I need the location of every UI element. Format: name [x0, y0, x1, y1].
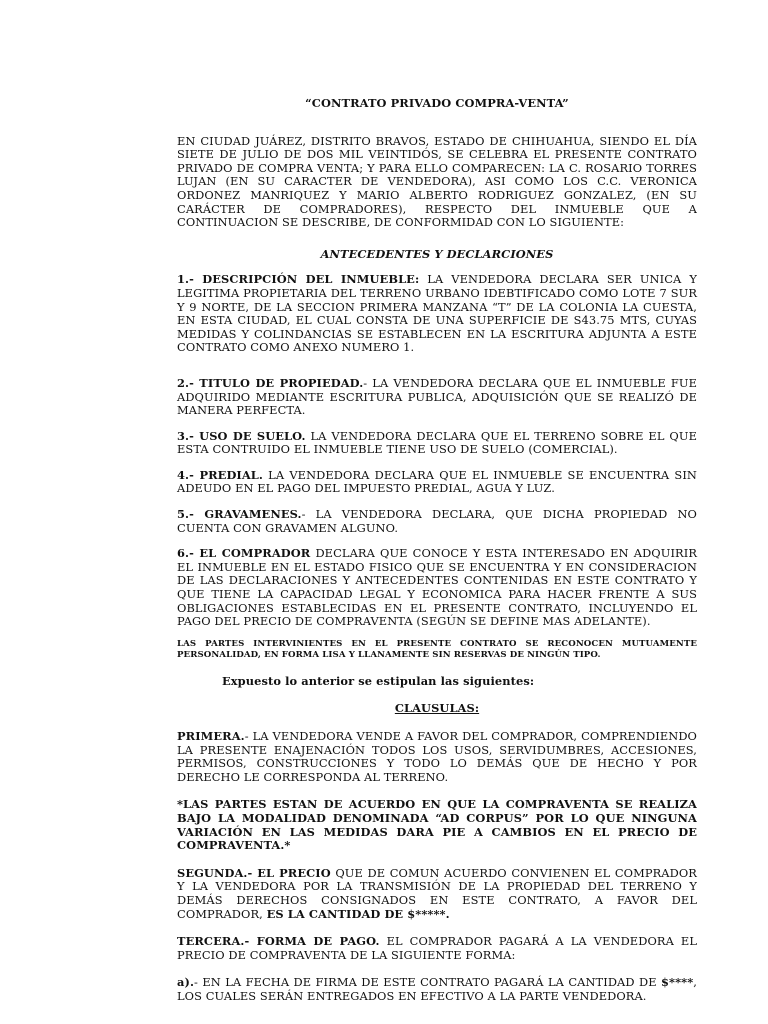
tercera-text: EL COMPRADOR PAGARÁ A LA VENDEDORA EL PRECIO DE COMPRAVENTA DE LA SIGUIENTE FORMA: [177, 934, 697, 962]
clause-segunda [177, 867, 697, 921]
item-6-label: 6.- EL COMPRADOR [177, 546, 311, 561]
primera-text: - LA VENDEDORA VENDE A FAVOR DEL COMPRADOR, COMPRENDIENDO LA PRESENTE ENAJENACIÓN TODOS LOS USOS, SERVIDUMBRES, ACCESIONES, PERMISOS, CONSTRUCCIONES Y TODO LO DEMÁS QUE DE HECHO Y POR DERECHO LE CORRESPONDA AL TERRENO. [177, 729, 697, 784]
a-text-2: , LOS CUALES SERÁN ENTREGADOS EN EFECTIVO A LA PARTE VENDEDORA. [177, 975, 697, 1003]
document-body [177, 97, 697, 1004]
a-text: - EN LA FECHA DE FIRMA DE ESTE CONTRATO PAGARÁ LA CANTIDAD DE [194, 975, 661, 990]
primera-label: PRIMERA. [177, 729, 245, 743]
item-2 [177, 377, 697, 418]
item-4-label: 4.- PREDIAL. [177, 467, 263, 482]
clausulas-title: CLAUSULAS: [394, 701, 480, 716]
segunda-label: SEGUNDA.- EL PRECIO [177, 865, 331, 880]
section-title: ANTECEDENTES Y DECLARCIONES [320, 246, 554, 261]
clause-a [177, 976, 697, 1003]
item-2-text: - LA VENDEDORA DECLARA QUE EL INMUEBLE FUE ADQUIRIDO MEDIANTE ESCRITURA PUBLICA, ADQUISICIÓN QUE SE REALIZÓ DE MANERA PERFECTA. [177, 375, 697, 418]
item-3 [177, 430, 697, 457]
item-2-label: 2.- TITULO DE PROPIEDAD. [177, 375, 364, 390]
item-5-text: - LA VENDEDORA DECLARA, QUE DICHA PROPIEDAD NO CUENTA CON GRAVAMEN ALGUNO. [177, 507, 697, 535]
tercera-label: TERCERA.- FORMA DE PAGO. [177, 934, 380, 949]
a-label: a). [177, 975, 195, 990]
clause-tercera [177, 935, 697, 962]
parties-note: LAS PARTES INTERVINIENTES EN EL PRESENTE CONTRATO SE RECONOCEN MUTUAMENTE PERSONALIDAD, EN FORMA LISA Y LLANAMENTE SIN RESERVAS DE NINGÚN TIPO. [177, 638, 697, 660]
item-5-label: 5.- GRAVAMENES. [177, 507, 302, 522]
item-1-label: 1.- DESCRIPCIÓN DEL INMUEBLE: [177, 272, 420, 287]
item-4-text: LA VENDEDORA DECLARA QUE EL INMUEBLE SE ENCUENTRA SIN ADEUDO EN EL PAGO DEL IMPUESTO PREDIAL, AGUA Y LUZ. [177, 467, 697, 496]
item-1 [177, 273, 697, 355]
item-4 [177, 469, 697, 496]
item-1-text: LA VENDEDORA DECLARA SER UNICA Y LEGITIMA PROPIETARIA DEL TERRENO URBANO IDEBTIFICADO COMO LOTE 7 SUR Y 9 NORTE, DE LA SECCION PRIMERA MANZANA “T” DE LA COLONIA LA CUESTA, EN ESTA CIUDAD, EL CUAL CONSTA DE UNA SUPERFICIE DE S43.75 MTS, CUYAS MEDIDAS Y COLINDANCIAS SE ESTABLECEN EN LA ESCRITURA ADJUNTA A ESTE CONTRATO COMO ANEXO NUMERO 1. [177, 272, 697, 355]
document-title: “CONTRATO PRIVADO COMPRA-VENTA” [305, 96, 569, 110]
item-3-text: LA VENDEDORA DECLARA QUE EL TERRENO SOBRE EL QUE ESTA CONTRUIDO EL INMUEBLE TIENE USO DE SUELO (COMERCIAL). [177, 428, 697, 457]
ad-corpus-notice: *LAS PARTES ESTAN DE ACUERDO EN QUE LA COMPRAVENTA SE REALIZA BAJO LA MODALIDAD DENOMINADA “AD CORPUS” POR LO QUE NINGUNA VARIACIÓN EN LAS MEDIDAS DARA PIE A CAMBIOS EN EL PRECIO DE COMPRAVENTA.* [177, 797, 697, 853]
expuesto-line: Expuesto lo anterior se estipulan las siguientes: [222, 673, 535, 688]
segunda-text: QUE DE COMUN ACUERDO CONVIENEN EL COMPRADOR Y LA VENDEDORA POR LA TRANSMISIÓN DE LA PROPIEDAD DEL TERRENO Y DEMÁS DERECHOS CONSIGNADOS EN ESTE CONTRATO, A FAVOR DEL COMPRADOR, [177, 865, 697, 921]
segunda-amount: ES LA CANTIDAD DE $*****. [266, 906, 450, 921]
clause-primera [177, 730, 697, 784]
item-5 [177, 508, 697, 535]
item-6-text: DECLARA QUE CONOCE Y ESTA INTERESADO EN ADQUIRIR EL INMUEBLE EN EL ESTADO FISICO QUE SE ENCUENTRA Y EN CONSIDERACION DE LAS DECLARACIONES Y ANTECEDENTES CONTENIDAS EN ESTE CONTRATO Y QUE TIENE LA CAPACIDAD LEGAL Y ECONOMICA PARA HACER FRENTE A SUS OBLIGACIONES ESTABLECIDAS EN EL PRESENTE CONTRATO, INCLUYENDO EL PAGO DEL PRECIO DE COMPRAVENTA (SEGÚN SE DEFINE MAS ADELANTE). [177, 546, 697, 629]
item-3-label: 3.- USO DE SUELO. [177, 428, 306, 443]
intro-paragraph: EN CIUDAD JUÁREZ, DISTRITO BRAVOS, ESTADO DE CHIHUAHUA, SIENDO EL DÍA SIETE DE JULIO DE DOS MIL VEINTIDÓS, SE CELEBRA EL PRESENTE CONTRATO PRIVADO DE COMPRA VENTA; Y PARA ELLO COMPARECEN: LA C. ROSARIO TORRES LUJAN (EN SU CARACTER DE VENDEDORA), ASI COMO LOS C.C. VERONICA ORDONEZ MANRIQUEZ Y MARIO ALBERTO RODRIGUEZ GONZALEZ, (EN SU CARÁCTER DE COMPRADORES), RESPECTO DEL INMUEBLE QUE A CONTINUACION SE DESCRIBE, DE CONFORMIDAD CON LO SIGUIENTE: [177, 133, 697, 230]
a-amount: $**** [661, 975, 694, 990]
item-6 [177, 547, 697, 629]
